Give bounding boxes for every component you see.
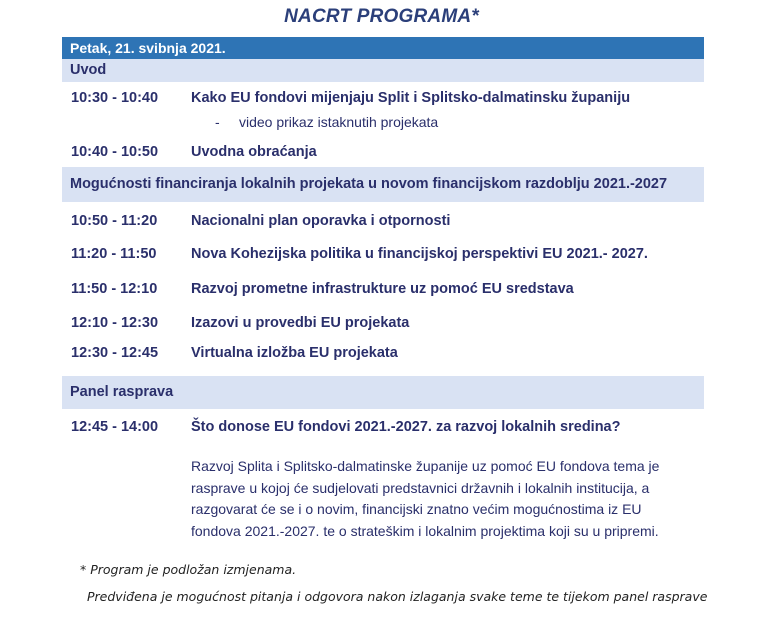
item-topic: Nova Kohezijska politika u financijskoj perspektivi EU 2021.- 2027. — [191, 246, 648, 262]
page-title: NACRT PROGRAMA* — [284, 6, 479, 27]
item-topic: Kako EU fondovi mijenjaju Split i Splitsko-dalmatinsku županiju — [191, 90, 631, 106]
subpoint-text: video prikaz istaknutih projekata — [239, 114, 439, 130]
item-time: 12:30 - 12:45 — [71, 345, 159, 361]
description-line: razgovarat će se i o novim, financijski znatno većim mogućnostima iz EU — [191, 501, 642, 517]
item-subpoint — [215, 114, 438, 130]
item-time: 11:20 - 11:50 — [71, 246, 157, 262]
qa-note: Predviđena je mogućnost pitanja i odgovora nakon izlaganja svake teme te tijekom panel rasprave — [87, 589, 708, 604]
description-line: fondova 2021.-2027. te o strateškim i lokalnim projektima koji su u pripremi. — [191, 522, 659, 539]
section-financing-items — [62, 202, 704, 376]
item-time: 10:30 - 10:40 — [71, 90, 159, 106]
item-time: 10:40 - 10:50 — [71, 144, 159, 160]
description-line: Razvoj Splita i Splitsko-dalmatinske županije uz pomoć EU fondova tema je — [191, 458, 660, 474]
program-table — [62, 37, 704, 579]
item-time: 10:50 - 11:20 — [71, 213, 158, 229]
section-heading-panel: Panel rasprava — [62, 376, 704, 409]
section-heading-financing: Mogućnosti financiranja lokalnih projekata u novom financijskom razdoblju 2021.-2027 — [62, 167, 704, 202]
item-topic: Izazovi u provedbi EU projekata — [191, 315, 410, 331]
item-time: 11:50 - 12:10 — [71, 281, 158, 297]
section-panel-items — [62, 409, 704, 579]
item-topic: Virtualna izložba EU projekata — [191, 345, 398, 361]
item-topic: Razvoj prometne infrastrukture uz pomoć EU sredstava — [191, 281, 574, 297]
dash-bullet: - — [215, 114, 220, 130]
item-topic: Što donose EU fondovi 2021.-2027. za razvoj lokalnih sredina? — [191, 419, 621, 435]
item-topic: Uvodna obraćanja — [191, 144, 317, 160]
section-heading-intro: Uvod — [62, 59, 704, 82]
description-line: rasprave u kojoj će sudjelovati predstavnici državnih i lokalnih institucija, a — [191, 479, 650, 496]
item-description — [191, 456, 701, 542]
disclaimer-note: * Program je podložan izmjenama. — [80, 562, 297, 577]
item-topic: Nacionalni plan oporavka i otpornosti — [191, 213, 451, 229]
day-header: Petak, 21. svibnja 2021. — [62, 37, 704, 59]
section-intro-items — [62, 82, 704, 167]
item-time: 12:10 - 12:30 — [71, 315, 159, 331]
item-time: 12:45 - 14:00 — [71, 419, 159, 435]
